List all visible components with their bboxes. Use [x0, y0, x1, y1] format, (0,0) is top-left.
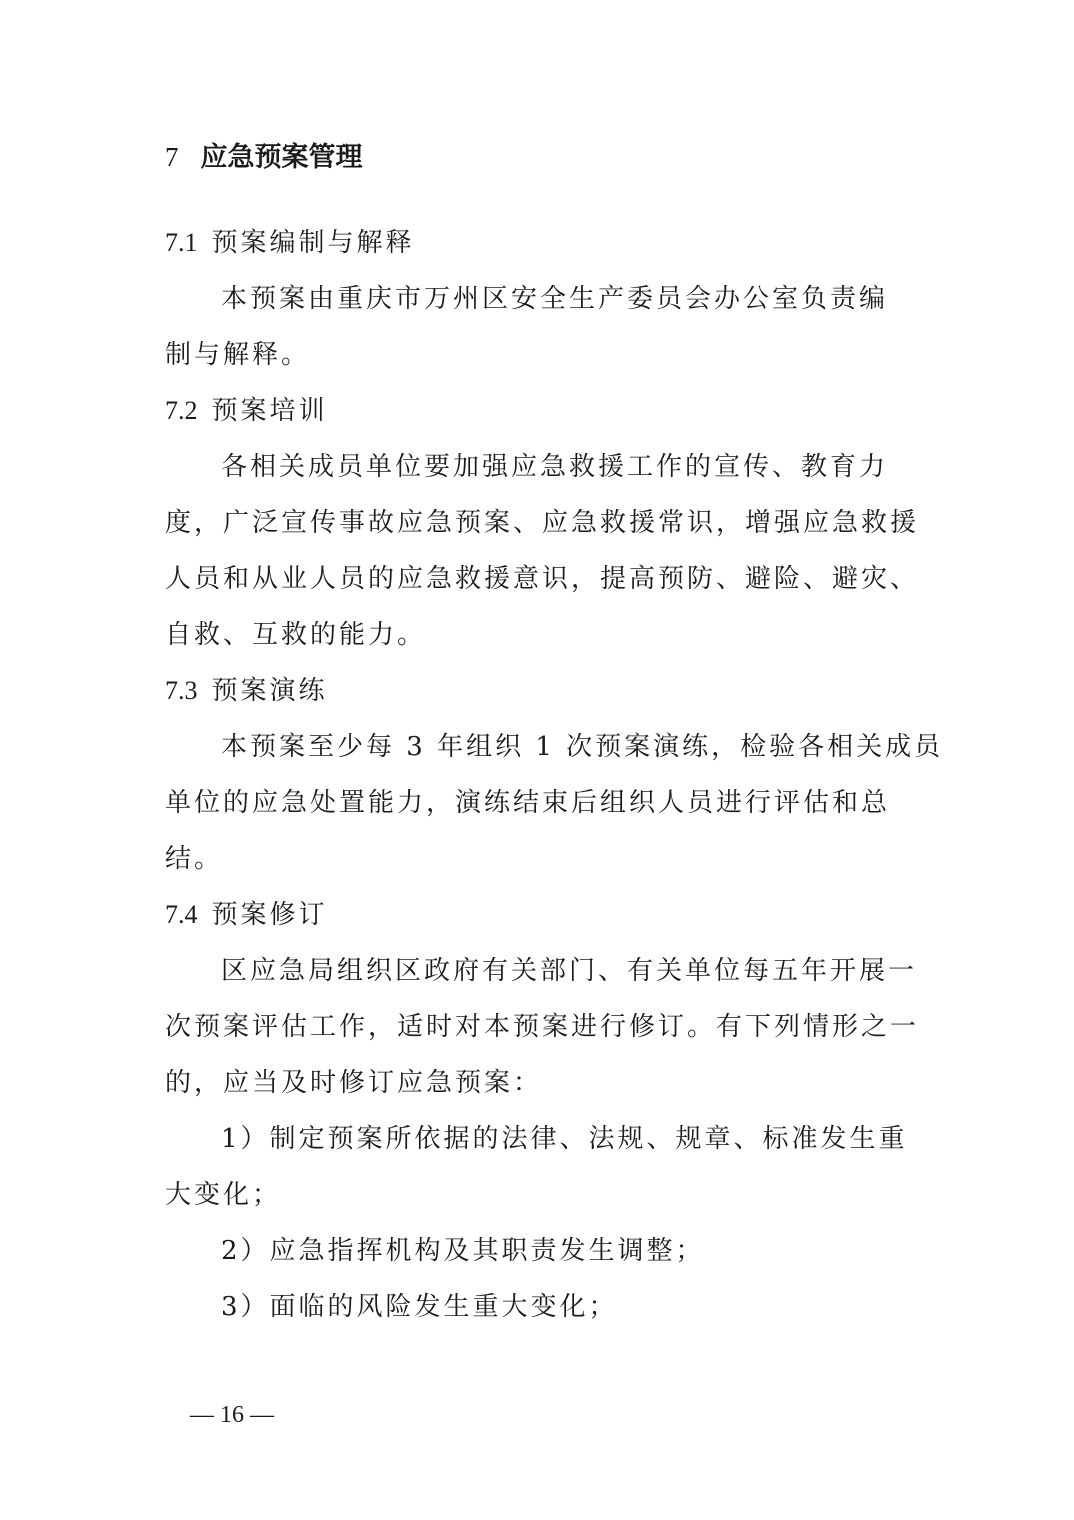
paragraph-line: 度，广泛宣传事故应急预案、应急救援常识，增强应急救援 — [165, 508, 920, 538]
section-number: 7.3 — [165, 676, 198, 705]
chapter-title: 应急预案管理 — [200, 142, 363, 173]
section-title: 预案编制与解释 — [211, 228, 415, 258]
list-item-line: 大变化； — [165, 1180, 282, 1210]
paragraph-line: 次预案评估工作，适时对本预案进行修订。有下列情形之一 — [165, 1012, 920, 1042]
paragraph-line: 人员和从业人员的应急救援意识，提高预防、避险、避灾、 — [165, 564, 920, 594]
section-title: 预案修订 — [211, 900, 328, 930]
paragraph-line: 本预案由重庆市万州区安全生产委员会办公室负责编 — [221, 284, 889, 314]
list-item-line: 3）面临的风险发生重大变化； — [221, 1292, 618, 1322]
list-item-line: 2）应急指挥机构及其职责发生调整； — [221, 1236, 705, 1266]
section-title: 预案演练 — [211, 676, 328, 706]
section-title: 预案培训 — [211, 396, 328, 426]
paragraph-line: 自救、互救的能力。 — [165, 620, 427, 650]
paragraph-line: 本预案至少每 3 年组织 1 次预案演练，检验各相关成员 — [221, 732, 944, 762]
page-number: — 16 — — [190, 1402, 274, 1428]
list-item-line: 1）制定预案所依据的法律、法规、规章、标准发生重 — [221, 1124, 908, 1154]
section-heading-7-1 — [165, 227, 415, 259]
section-number: 7.4 — [165, 900, 198, 929]
section-number: 7.1 — [165, 228, 198, 257]
section-heading-7-2 — [165, 395, 328, 427]
paragraph-line: 结。 — [165, 844, 224, 874]
paragraph-line: 制与解释。 — [165, 340, 311, 370]
section-heading-7-4 — [165, 899, 328, 931]
paragraph-line: 的，应当及时修订应急预案： — [165, 1068, 543, 1098]
chapter-number: 7 — [165, 142, 179, 172]
chapter-heading — [165, 140, 363, 175]
section-heading-7-3 — [165, 675, 328, 707]
paragraph-line: 各相关成员单位要加强应急救援工作的宣传、教育力 — [221, 452, 889, 482]
paragraph-line: 区应急局组织区政府有关部门、有关单位每五年开展一 — [221, 956, 918, 986]
paragraph-line: 单位的应急处置能力，演练结束后组织人员进行评估和总 — [165, 788, 891, 818]
section-number: 7.2 — [165, 396, 198, 425]
